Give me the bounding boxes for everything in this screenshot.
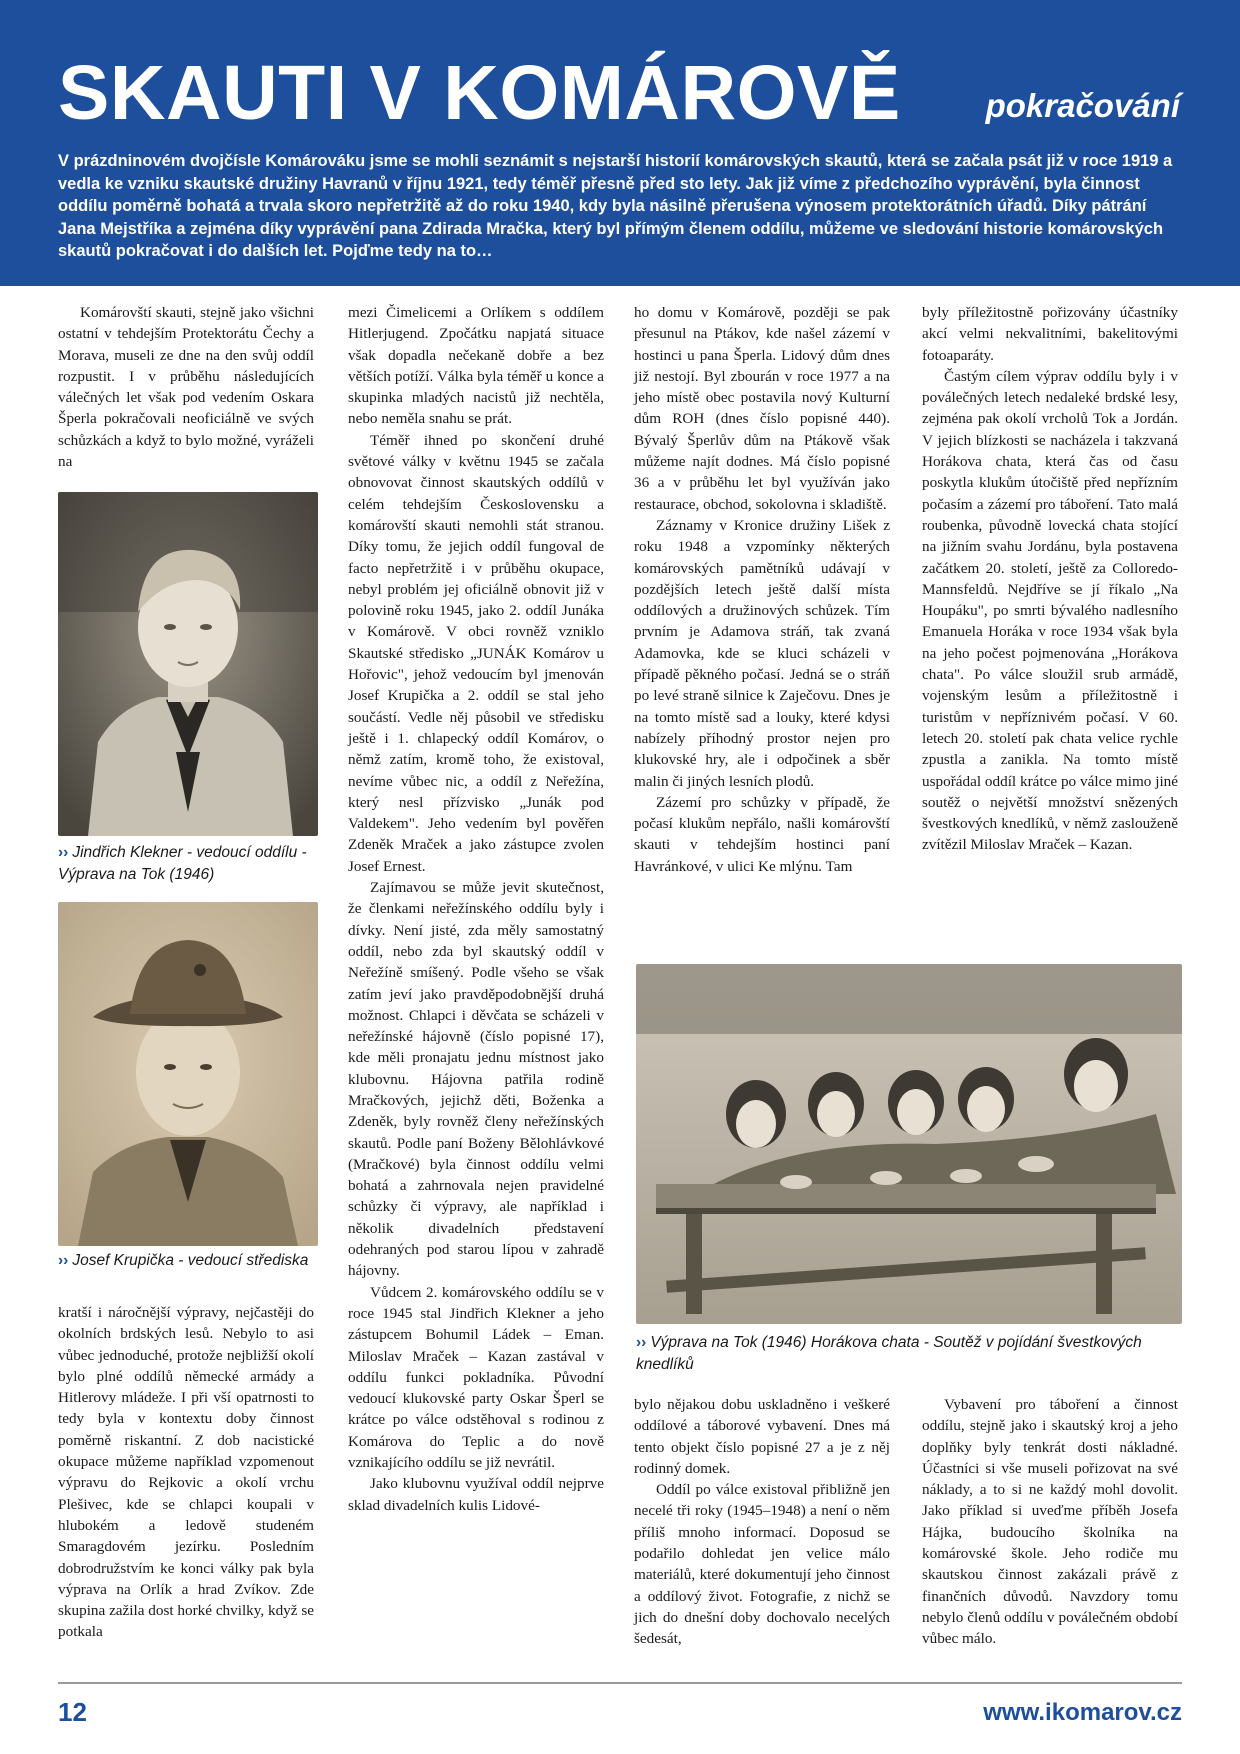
column-4-bottom <box>922 1394 1178 1674</box>
body-paragraph: Častým cílem výprav oddílu byly i v poválečných letech nedaleké brdské lesy, zejména pak okolí vrcholů Tok a Jordán. V jejich blízkosti se nacházela i takzvaná Horákova chata, která čas od času poskytla klukům útočiště před nepřízním počasím a zázemí pro táboření. Tato malá roubenka, původně lovecká chata stojící na jižním svahu Jordánu, byla postavena začátkem 20. století, ještě za Colloredo-Mannsfeldů. Nejdříve se jí říkalo „Na Houpáku", po smrti bývalého nadlesního Emanuela Horáka v roce 1934 však byla na jeho počest pojmenována „Horákova chata". Po válce sloužil srub armádě, vojenským lesům a příležitostně i turistům v nepříznivém počasí. V 60. letech 20. století pak chata velice rychle zpustla a zanikla. Na tomto místě uspořádal oddíl krátce po válce mimo jiné soutěž o největší množství snězených švestkových knedlíků, v němž zaslouženě zvítězil Miloslav Mraček – Kazan. <box>922 367 1178 854</box>
body-paragraph: Zajímavou se může jevit skutečnost, že členkami neřežínského oddílu byly i dívky. Není jisté, zda měly samostatný oddíl, nebo zda byl skautský oddíl v Neřežíně smíšený. Podle všeho se však zatím jeví jako pravděpodobnější druhá možnost. Chlapci i děvčata se scházeli v neřežínské hájovně (číslo popisné 17), kde měli pronajatu jednu místnost jako klubovnu. Hájovna patřila rodině Mračkových, jejichž děti, Boženka a Zdeněk, byly rovněž členy neřežínských skautů. Podle paní Boženy Bělohlávkové (Mračkové) byla činnost oddílu velmi bohatá a zahrnovala nejen pravidelné schůzky či výpravy, ale například i několik divadelních představení odehraných pod starou lípou v zahradě hájovny. <box>348 879 604 1280</box>
body-paragraph: Zázemí pro schůzky v případě, že počasí klukům nepřálo, našli komárovští skauti v tehdejším hostinci paní Havránkové, v ulici Ke mlýnu. Tam <box>634 793 890 875</box>
continuation-label: pokračování <box>985 87 1180 124</box>
page-number: 12 <box>58 1697 87 1727</box>
column-1-bottom <box>58 1302 314 1672</box>
footer-divider <box>58 1682 1182 1684</box>
body-paragraph: byly příležitostně pořizovány účastníky akcí velmi nekvalitními, bakelitovými fotoaparáty. <box>922 304 1178 364</box>
body-paragraph: Téměř ihned po skončení druhé světové války v květnu 1945 se začala obnovovat činnost skautských oddílů v celém tehdejším Československu a komárovští skauti nemohli stát stranou. Díky tomu, že jejich oddíl fungoval de facto nepřetržitě i v průběhu okupace, nebyl problém jej oficiálně obnovit již v polovině roku 1945, jako 2. oddíl Junáka v Komárově. V obci rovněž vzniklo Skautské středisko „JUNÁK Komárov u Hořovic", jehož vedoucím byl jmenován Josef Krupička a 2. oddíl se stal jeho součástí. Vedle něj působil ve středisku ještě i 1. chlapecký oddíl Komárov, o němž zatím, kromě toho, že existoval, nevíme vůbec nic, a oddíl z Neřežína, který nesl přízvisko „Junák pod Valdekem". Jeho vedením byl pověřen Zdeněk Mraček a jako zástupce zvolen Josef Ernest. <box>348 431 604 875</box>
website-link[interactable]: www.ikomarov.cz <box>983 1699 1182 1726</box>
body-paragraph: kratší i náročnější výpravy, nejčastěji do okolních brdských lesů. Nebylo to asi vůbec jednoduché, protože nejbližší okolí bylo plné oddílů německé armády a Hitlerovy mládeže. I při vší opatrnosti to tedy byla v kontextu doby činnost poměrně riskantní. Z dob nacistické okupace můžeme například vzpomenout výpravu do Rejkovic a okolí vrchu Plešivec, kde se chlapci koupali v hlubokém a ledově studeném Smaragdovém jezírku. Posledním dobrodružstvím ke konci války pak byla výprava na Orlík a hrad Zvíkov. Zde skupina zažila dost horké chvilky, když se potkala <box>58 1304 314 1641</box>
column-3-bottom <box>634 1394 890 1674</box>
body-paragraph: Jako klubovnu využíval oddíl nejprve sklad divadelních kulis Lidové- <box>348 1475 604 1514</box>
body-paragraph: Vůdcem 2. komárovského oddílu se v roce 1945 stal Jindřich Klekner a jeho zástupcem Bohumil Ládek – Eman. Miloslav Mraček – Kazan zastával v oddílu funkci pokladníka. Původní vedoucí klukovské party Oskar Šperl se krátce po válce odstěhoval s rodinou z Komárova do Teplic a do nově vznikajícího oddílu se již nevrátil. <box>348 1283 604 1472</box>
photo-caption-2: ›› Josef Krupička - vedoucí střediska <box>58 1252 309 1269</box>
group-photo-image <box>636 964 1182 1324</box>
article-title: SKAUTI V KOMÁROVĚ <box>58 50 901 136</box>
photo-jindrich-klekner <box>58 492 318 836</box>
lead-paragraph: V prázdninovém dvojčísle Komárováku jsme se mohli seznámit s nejstarší historií komárovských skautů, která se začala psát již v roce 1919 a vedla ke vzniku skautské družiny Havranů v říjnu 1921, tedy téměř přesně před sto lety. Jak již víme z předchozího vyprávění, byla činnost oddílu poměrně bohatá a trvala skoro nepřetržitě až do roku 1940, kdy byla násilně přerušena výnosem protektorátních úřadů. Díky pátrání Jana Mejstříka a zejména díky vyprávění pana Zdirada Mračka, který byl přímým členem oddílu, můžeme ve sledování historie komárovských skautů pokračovat i do dalších let. Pojďme tedy na to… <box>58 152 1173 260</box>
photo-dumpling-contest <box>636 964 1182 1324</box>
photo-josef-krupicka <box>58 902 318 1246</box>
portrait-image <box>58 902 318 1246</box>
photo-caption-1: ›› Jindřich Klekner - vedoucí oddílu - Výprava na Tok (1946) <box>58 844 307 883</box>
body-paragraph: Komárovští skauti, stejně jako všichni ostatní v tehdejším Protektorátu Čechy a Morava, museli ze dne na den svůj oddíl rozpustit. I v průběhu následujících válečných let však pod vedením Oskara Šperla pokračovali neoficiálně ve svých schůzkách a když to bylo možné, vyráželi na <box>58 304 314 471</box>
body-paragraph: ho domu v Komárově, později se pak přesunul na Ptákov, kde našel zázemí v hostinci u pana Šperla. Lidový dům dnes již nestojí. Byl zbourán v roce 1977 a na jeho místě obec postavila nový Kulturní dům ROH (dnes číslo popisné 440). Bývalý Šperlův dům na Ptákově však můžeme najít dodnes. Má číslo popisné 36 a v průběhu let byl využíván jako restaurace, obchod, sokolovna i skladiště. <box>634 304 890 513</box>
column-2 <box>348 302 604 1672</box>
photo-caption-3: ›› Výprava na Tok (1946) Horákova chata - Soutěž v pojídání švestkových knedlíků <box>636 1334 1142 1373</box>
column-1-top <box>58 302 314 471</box>
body-paragraph: Záznamy v Kronice družiny Lišek z roku 1948 a vzpomínky některých komárovských pamětníků udávají v pozdějších letech ještě další místa oddílových a družinových schůzek. Tím prvním je Adamova stráň, tak zvaná Adamovka, kde se kluci scházeli v případě pěkného počasí. Jedná se o stráň po levé straně silnice k Zaječovu. Dnes je na tomto místě sad a louky, které kdysi nabízely příhodný prostor nejen pro klukovské hry, ale i odpočinek a sběr malin či jiných lesních plodů. <box>634 516 890 790</box>
portrait-image <box>58 492 318 836</box>
column-3-top <box>634 302 890 952</box>
header-banner <box>0 0 1240 286</box>
body-paragraph: Vybavení pro táboření a činnost oddílu, stejně jako i skautský kroj a jeho doplňky byly tenkrát dosti nákladné. Účastníci si vše museli pořizovat na své náklady, a to si ne každý mohl dovolit. Jako příklad si uveďme příběh Josefa Hájka, budoucího školníka na komárovské škole. Jeho rodiče mu skautskou činnost zakázali právě z finančních důvodů. Navzdory tomu nebylo členů oddílu v poválečném období vůbec málo. <box>922 1396 1178 1648</box>
caption-arrow-icon: ›› <box>58 844 69 861</box>
caption-arrow-icon: ›› <box>636 1334 647 1351</box>
column-4-top <box>922 302 1178 952</box>
caption-arrow-icon: ›› <box>58 1252 69 1269</box>
body-paragraph: bylo nějakou dobu uskladněno i veškeré oddílové a táborové vybavení. Dnes má tento objekt číslo popisné 27 a je z něj rodinný domek. <box>634 1396 890 1477</box>
body-paragraph: Oddíl po válce existoval přibližně jen necelé tři roky (1945–1948) a není o něm příliš mnoho informací. Doposud se podařilo dohledat jen velice málo materiálů, které dokumentují jeho činnost a oddílový život. Fotografie, z nichž se jich do dnešní doby dochovalo necelých šedesát, <box>634 1481 890 1648</box>
body-paragraph: mezi Čimelicemi a Orlíkem s oddílem Hitlerjugend. Zpočátku napjatá situace však dopadla nečekaně dobře a bez větších potíží. Válka byla téměř u konce a skupinka mladých nacistů již nechtěla, nebo neměla snahu se prát. <box>348 304 604 428</box>
